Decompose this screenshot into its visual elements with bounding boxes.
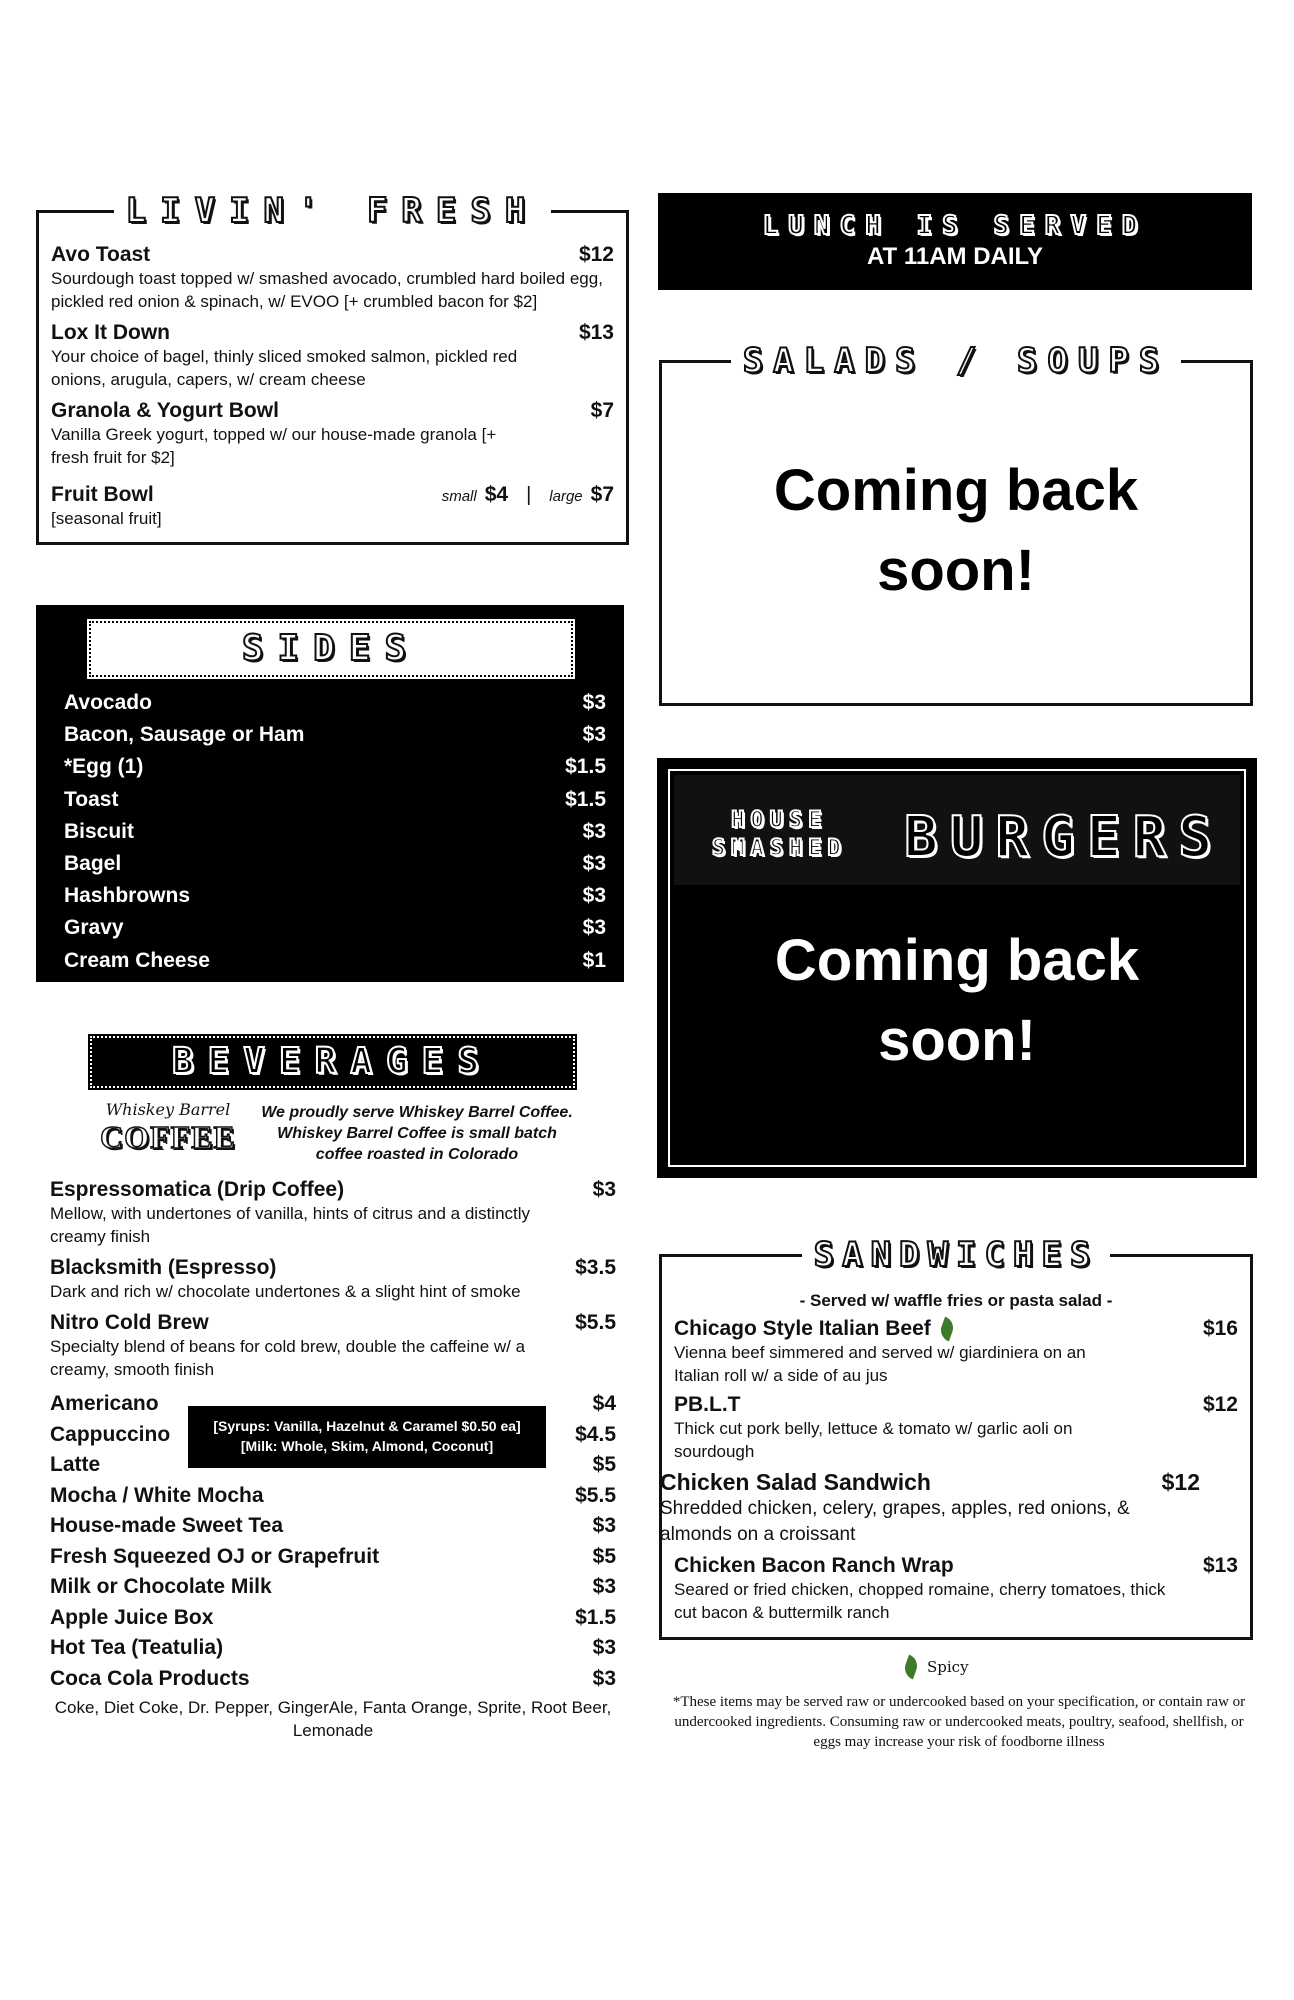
- item-price: $4: [592, 1392, 616, 1416]
- list-item: [50, 1633, 616, 1664]
- house-smashed-label: [712, 807, 847, 863]
- item-description: Vienna beef simmered and served w/ giardiniera on an Italian roll w/ a side of au jus: [674, 1343, 1086, 1385]
- item-name: Lox It Down: [51, 321, 170, 344]
- item-price: $16: [1202, 1317, 1238, 1340]
- size-prices: [442, 483, 614, 507]
- list-item: [64, 880, 606, 912]
- coming-back-message: Coming back soon!: [774, 928, 1140, 1073]
- item-description: Your choice of bagel, thinly sliced smoked salmon, pickled red onions, arugula, capers, w/ cream cheese: [51, 347, 518, 389]
- coming-back-message: Coming back soon!: [773, 458, 1139, 603]
- menu-item: [51, 483, 614, 530]
- food-safety-disclaimer: *These items may be served raw or undercooked based on your specification, or contain raw or undercooked ingredients. Consuming raw or undercooked meats, poultry, seafood, shellfish, or eggs may increase your risk of foodborne illness: [672, 1694, 1246, 1750]
- item-price: $1.5: [565, 787, 606, 811]
- item-name: Granola & Yogurt Bowl: [51, 399, 279, 422]
- item-name: Chicken Bacon Ranch Wrap: [674, 1554, 954, 1577]
- item-description: Shredded chicken, celery, grapes, apples, red onions, & almonds on a croissant: [660, 1498, 1130, 1545]
- item-price: $12: [578, 243, 614, 266]
- item-name: Mocha / White Mocha: [50, 1483, 264, 1507]
- item-price: $12: [1202, 1393, 1238, 1416]
- item-price: $7: [590, 399, 614, 422]
- item-price: $3: [592, 1666, 616, 1690]
- large-label: large: [549, 488, 583, 505]
- item-name: Nitro Cold Brew: [50, 1311, 209, 1334]
- lunch-banner-top: LUNCH IS SERVED: [762, 211, 1148, 241]
- spicy-leaf-icon: [902, 1655, 921, 1680]
- logo-coffee-text: COFFEE: [100, 1119, 236, 1155]
- menu-item: [50, 1311, 616, 1381]
- list-item: [50, 1664, 616, 1695]
- item-description: Dark and rich w/ chocolate undertones & a slight hint of smoke: [50, 1282, 521, 1301]
- beverages-title-banner: [90, 1036, 575, 1088]
- small-label: small: [441, 488, 477, 505]
- coffee-note: We proudly serve Whiskey Barrel Coffee. Whiskey Barrel Coffee is small batch coffee roasted in Colorado: [261, 1104, 573, 1163]
- item-price: $3: [592, 1178, 616, 1201]
- list-item: [50, 1572, 616, 1603]
- price-separator: |: [526, 484, 532, 506]
- sides-title: SIDES: [241, 628, 421, 669]
- logo-script-text: Whiskey Barrel: [105, 1100, 231, 1119]
- item-name: House-made Sweet Tea: [50, 1514, 284, 1538]
- item-name: Toast: [64, 787, 119, 811]
- sandwiches-title: SANDWICHES: [802, 1235, 1111, 1275]
- item-name: Fruit Bowl: [51, 483, 154, 506]
- item-name: Hashbrowns: [64, 884, 191, 908]
- list-item: [64, 719, 606, 751]
- spicy-leaf-icon: [937, 1317, 956, 1342]
- item-name: *Egg (1): [64, 755, 144, 779]
- lunch-banner-bottom: AT 11AM DAILY: [866, 243, 1044, 270]
- burgers-header: [674, 775, 1240, 885]
- item-description: Vanilla Greek yogurt, topped w/ our house-made granola [+ fresh fruit for $2]: [51, 425, 497, 467]
- item-description: Specialty blend of beans for cold brew, double the caffeine w/ a creamy, smooth finish: [50, 1337, 526, 1379]
- item-price: $3: [582, 852, 606, 876]
- item-name: PB.L.T: [674, 1393, 741, 1416]
- item-name: Chicago Style Italian Beef: [674, 1317, 931, 1340]
- item-price: $1.5: [575, 1605, 616, 1629]
- coca-cola-products-list: Coke, Diet Coke, Dr. Pepper, GingerAle, Fanta Orange, Sprite, Root Beer, Lemonade: [54, 1698, 612, 1740]
- sandwiches-subtitle: - Served w/ waffle fries or pasta salad -: [799, 1291, 1113, 1310]
- list-item: [50, 1511, 616, 1542]
- item-price: $3: [582, 884, 606, 908]
- item-name: Blacksmith (Espresso): [50, 1256, 277, 1279]
- item-price: $13: [1202, 1554, 1238, 1577]
- item-name: Bagel: [64, 852, 122, 876]
- item-name: Milk or Chocolate Milk: [50, 1575, 272, 1599]
- salads-soups-title: SALADS / SOUPS: [731, 341, 1182, 381]
- small-price: $4: [484, 483, 509, 506]
- syrup-options: [Syrups: Vanilla, Hazelnut & Caramel $0.50 ea]: [213, 1418, 521, 1434]
- list-item: [50, 1603, 616, 1634]
- item-price: $4.5: [575, 1422, 616, 1446]
- item-price: $3: [582, 723, 606, 747]
- item-price: $5.5: [575, 1483, 616, 1507]
- burgers-section: [659, 760, 1255, 1176]
- smashed-text: SMASHED: [712, 836, 847, 861]
- item-name: Americano: [50, 1392, 159, 1416]
- item-name: Avo Toast: [51, 243, 151, 266]
- menu-item: [51, 321, 614, 391]
- item-name: Latte: [50, 1453, 101, 1477]
- item-price: $5.5: [575, 1311, 616, 1334]
- item-description: Seared or fried chicken, chopped romaine, cherry tomatoes, thick cut bacon & buttermilk ranch: [674, 1580, 1166, 1622]
- item-name: Biscuit: [64, 819, 135, 843]
- item-name: Avocado: [64, 691, 152, 715]
- item-name: Coca Cola Products: [50, 1666, 250, 1690]
- item-description: Sourdough toast topped w/ smashed avocado, crumbled hard boiled egg, pickled red onion & spinach, w/ EVOO [+ crumbled bacon for $2]: [51, 269, 603, 311]
- item-price: $1: [582, 948, 606, 972]
- house-text: HOUSE: [731, 808, 828, 833]
- item-name: Espressomatica (Drip Coffee): [50, 1178, 345, 1201]
- syrup-milk-options-box: [188, 1406, 546, 1468]
- spicy-label: Spicy: [927, 1658, 969, 1676]
- item-price: $3: [592, 1636, 616, 1660]
- item-price: $13: [578, 321, 614, 344]
- salads-soups-section: [659, 341, 1253, 706]
- item-price: $5: [592, 1544, 616, 1568]
- item-price: $3: [582, 691, 606, 715]
- menu-item: [674, 1393, 1238, 1463]
- list-item: [64, 784, 606, 816]
- item-name: Cappuccino: [50, 1422, 171, 1446]
- menu-item: [51, 243, 614, 313]
- spicy-legend: [905, 1656, 969, 1678]
- menu-item: [674, 1554, 1238, 1624]
- list-item: [64, 816, 606, 848]
- item-name: Cream Cheese: [64, 948, 210, 972]
- item-name: Apple Juice Box: [50, 1605, 214, 1629]
- item-description: [seasonal fruit]: [51, 509, 162, 528]
- item-name: Gravy: [64, 916, 124, 940]
- list-item: [64, 687, 606, 719]
- item-name: Chicken Salad Sandwich: [660, 1469, 931, 1495]
- list-item: [64, 945, 606, 977]
- list-item: [64, 751, 606, 783]
- livin-fresh-section: [36, 191, 629, 545]
- sides-list: [64, 687, 606, 977]
- item-price: $3: [582, 916, 606, 940]
- livin-fresh-title: LIVIN' FRESH: [114, 191, 552, 231]
- list-item: [64, 912, 606, 944]
- beverages-title: BEVERAGES: [171, 1041, 494, 1082]
- list-item: [50, 1481, 616, 1512]
- item-price: $1.5: [565, 755, 606, 779]
- item-price: $3.5: [575, 1256, 616, 1279]
- item-price: $5: [592, 1453, 616, 1477]
- whiskey-barrel-coffee-logo: [88, 1100, 248, 1164]
- milk-options: [Milk: Whole, Skim, Almond, Coconut]: [240, 1438, 494, 1454]
- item-price: $12: [1161, 1469, 1200, 1495]
- item-description: Mellow, with undertones of vanilla, hints of citrus and a distinctly creamy finish: [50, 1204, 531, 1246]
- list-item: [50, 1542, 616, 1573]
- lunch-banner: [658, 193, 1252, 290]
- item-description: Thick cut pork belly, lettuce & tomato w/ garlic aoli on sourdough: [674, 1419, 1073, 1461]
- menu-item: [50, 1178, 616, 1248]
- burgers-title: BURGERS: [904, 805, 1225, 870]
- sandwiches-section: [659, 1235, 1253, 1640]
- menu-item: [660, 1469, 1200, 1548]
- item-price: $3: [592, 1575, 616, 1599]
- sides-title-banner: [89, 621, 573, 677]
- item-name: Hot Tea (Teatulia): [50, 1636, 224, 1660]
- menu-item: [51, 399, 614, 469]
- large-price: $7: [590, 483, 614, 506]
- item-price: $3: [582, 819, 606, 843]
- list-item: [64, 848, 606, 880]
- menu-item: [50, 1256, 616, 1303]
- item-name: Fresh Squeezed OJ or Grapefruit: [50, 1544, 380, 1568]
- item-name: Bacon, Sausage or Ham: [64, 723, 305, 747]
- menu-item: [674, 1317, 1238, 1387]
- sides-section: [36, 605, 624, 982]
- item-price: $3: [592, 1514, 616, 1538]
